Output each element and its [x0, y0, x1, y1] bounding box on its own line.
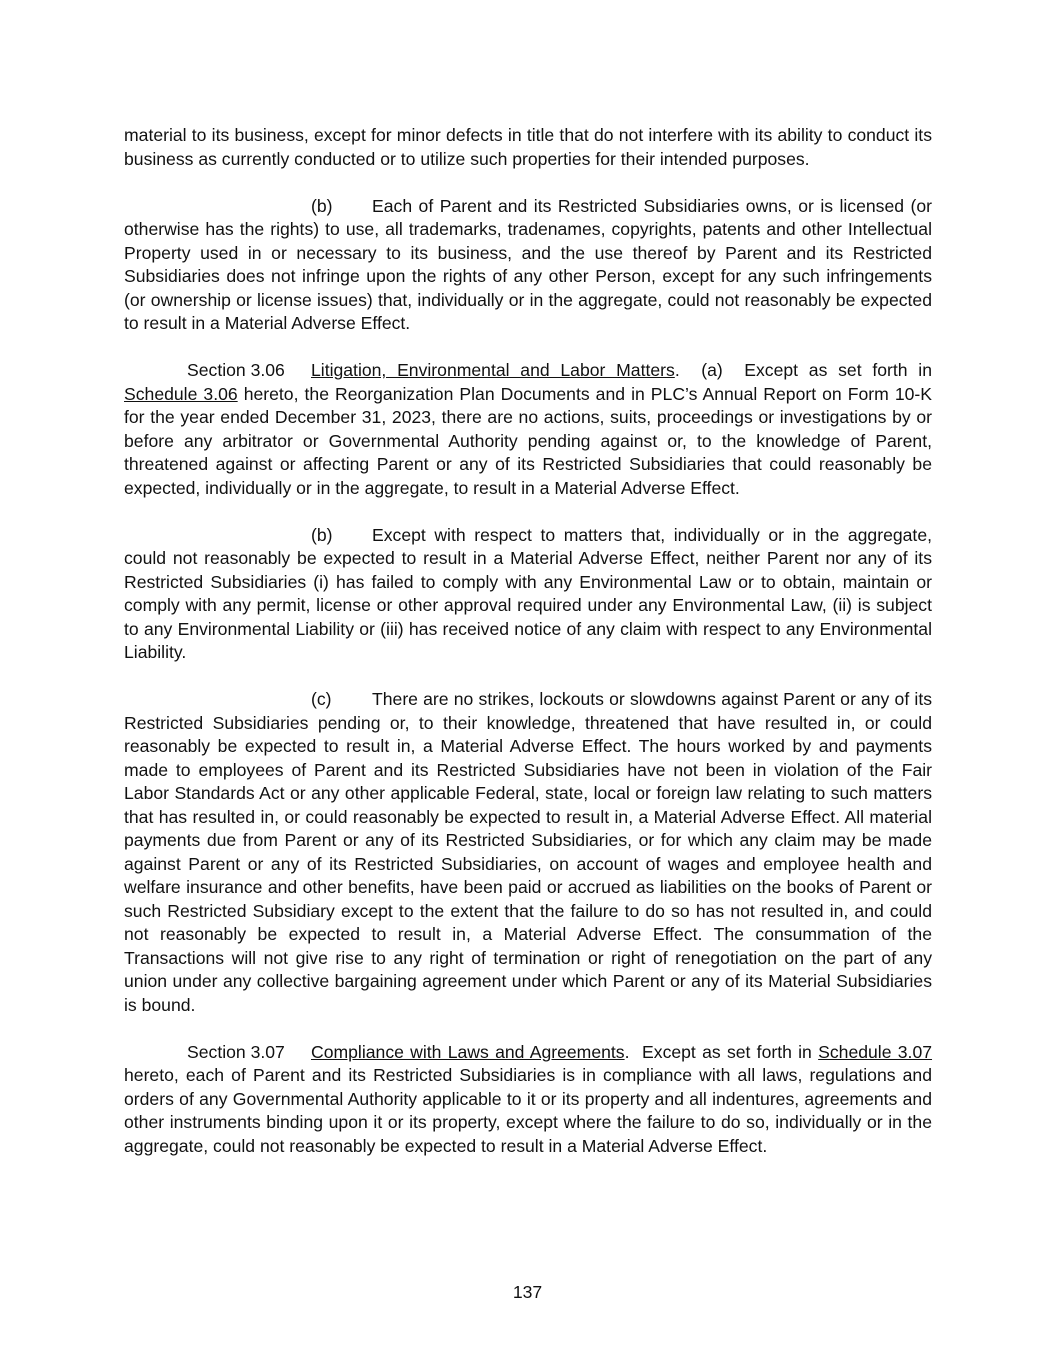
section-number: Section 3.06 — [187, 360, 285, 380]
paragraph-continuation — [124, 124, 932, 171]
paragraph-text: material to its business, except for minor defects in title that do not interfere with its ability to conduct its business as currently conducted or to utilize such properties for their intended purposes. — [124, 125, 932, 169]
section-3-06-b — [124, 524, 932, 665]
paragraph-3-05-b — [124, 195, 932, 336]
page-body — [124, 124, 932, 1182]
paragraph-text: Except as set forth in — [642, 1041, 812, 1062]
clause-label: (a) — [701, 360, 723, 380]
section-3-07: Section 3.07 Compliance with Laws and Agreements. Except as set forth in Schedule 3.07 hereto, each of Parent and its Restricted Subsidiaries is in compliance with all laws, regulations and orders of any Governmental Authority applicable to it or its property and all indentures, agreements and other instruments binding upon it or its property, except where the failure to do so, individually or in the aggregate, could not reasonably be expected to result in a Material Adverse Effect. — [124, 1041, 933, 1156]
section-3-06-a: Section 3.06 Litigation, Environmental and Labor Matters. (a) Except as set forth in Schedule 3.06 hereto, the Reorganization Plan Documents and in PLC’s Annual Report on Form 10-K for the year ended December 31, 2023, there are no actions, suits, proceedings or investigations by or before any arbitrator or Governmental Authority pending against or, to the knowledge of Parent, threatened against or affecting Parent or any of its Restricted Subsidiaries that could reasonably be expected, individually or in the aggregate, to result in a Material Adverse Effect. — [124, 360, 933, 498]
section-heading: Litigation, Environmental and Labor Matters — [311, 360, 675, 380]
clause-label: (c) — [311, 689, 332, 709]
paragraph-text: Except with respect to matters that, individually or in the aggregate, could not reasonably be expected to result in a Material Adverse Effect, neither Parent nor any of its Restricted Subsidiaries (i) has failed to comply with any Environmental Law or to obtain, maintain or comply with any permit, license or other approval required under any Environmental Law, (ii) is subject to any Environmental Liability or (iii) has received notice of any claim with respect to any Environmental Liability. — [124, 524, 932, 662]
paragraph-text: Each of Parent and its Restricted Subsidiaries owns, or is licensed (or otherwise has the rights) to use, all trademarks, tradenames, copyrights, patents and other Intellectual Property used in or necessary to its business, and the use thereof by Parent and its Restricted Subsidiaries does not infringe upon the rights of any other Person, except for any such infringements (or ownership or license issues) that, individually or in the aggregate, could not reasonably be expected to result in a Material Adverse Effect. — [124, 195, 932, 333]
paragraph-text: hereto, each of Parent and its Restricted Subsidiaries is in compliance with all laws, regulations and orders of any Governmental Authority applicable to it or its property and all indentures, agreements and other instruments binding upon it or its property, except where the failure to do so, individually or in the aggregate, could not reasonably be expected to result in a Material Adverse Effect. — [124, 1065, 932, 1156]
paragraph-text: hereto, the Reorganization Plan Documents and in PLC’s Annual Report on Form 10-K for the year ended December 31, 2023, there are no actions, suits, proceedings or investigations by or before any arbitrator or Governmental Authority pending against or, to the knowledge of Parent, threatened against or affecting Parent or any of its Restricted Subsidiaries that could reasonably be expected, individually or in the aggregate, to result in a Material Adverse Effect. — [124, 383, 933, 498]
paragraph-text: Except as set forth in — [744, 360, 933, 380]
paragraph-text: There are no strikes, lockouts or slowdowns against Parent or any of its Restricted Subsidiaries pending or, to their knowledge, threatened that have resulted in, or could reasonably be expected to result in, a Material Adverse Effect. The hours worked by and payments made to employees of Parent and its Restricted Subsidiaries have not been in violation of the Fair Labor Standards Act or any other applicable Federal, state, local or foreign law relating to such matters that has resulted in, or could reasonably be expected to result in, a Material Adverse Effect. All material payments due from Parent or any of its Restricted Subsidiaries, or for which any claim may be made against Parent or any of its Restricted Subsidiaries, on account of wages and employee health and welfare insurance and other benefits, have been paid or accrued as liabilities on the books of Parent or such Restricted Subsidiary except to the extent that the failure to do so has not resulted in, and could not reasonably be expected to result in, a Material Adverse Effect. The consummation of the Transactions will not give rise to any right of termination or right of renegotiation on the part of any union under any collective bargaining agreement under which Parent or any of its Material Subsidiaries is bound. — [124, 689, 932, 1015]
clause-label: (b) — [311, 195, 333, 216]
clause-label: (b) — [311, 524, 333, 545]
schedule-reference: Schedule 3.07 — [818, 1041, 933, 1062]
section-number: Section 3.07 — [187, 1041, 285, 1062]
schedule-reference: Schedule 3.06 — [124, 383, 238, 404]
section-3-06-c — [124, 688, 932, 1017]
page-number: 137 — [512, 1282, 543, 1302]
section-heading: Compliance with Laws and Agreements — [311, 1041, 625, 1062]
